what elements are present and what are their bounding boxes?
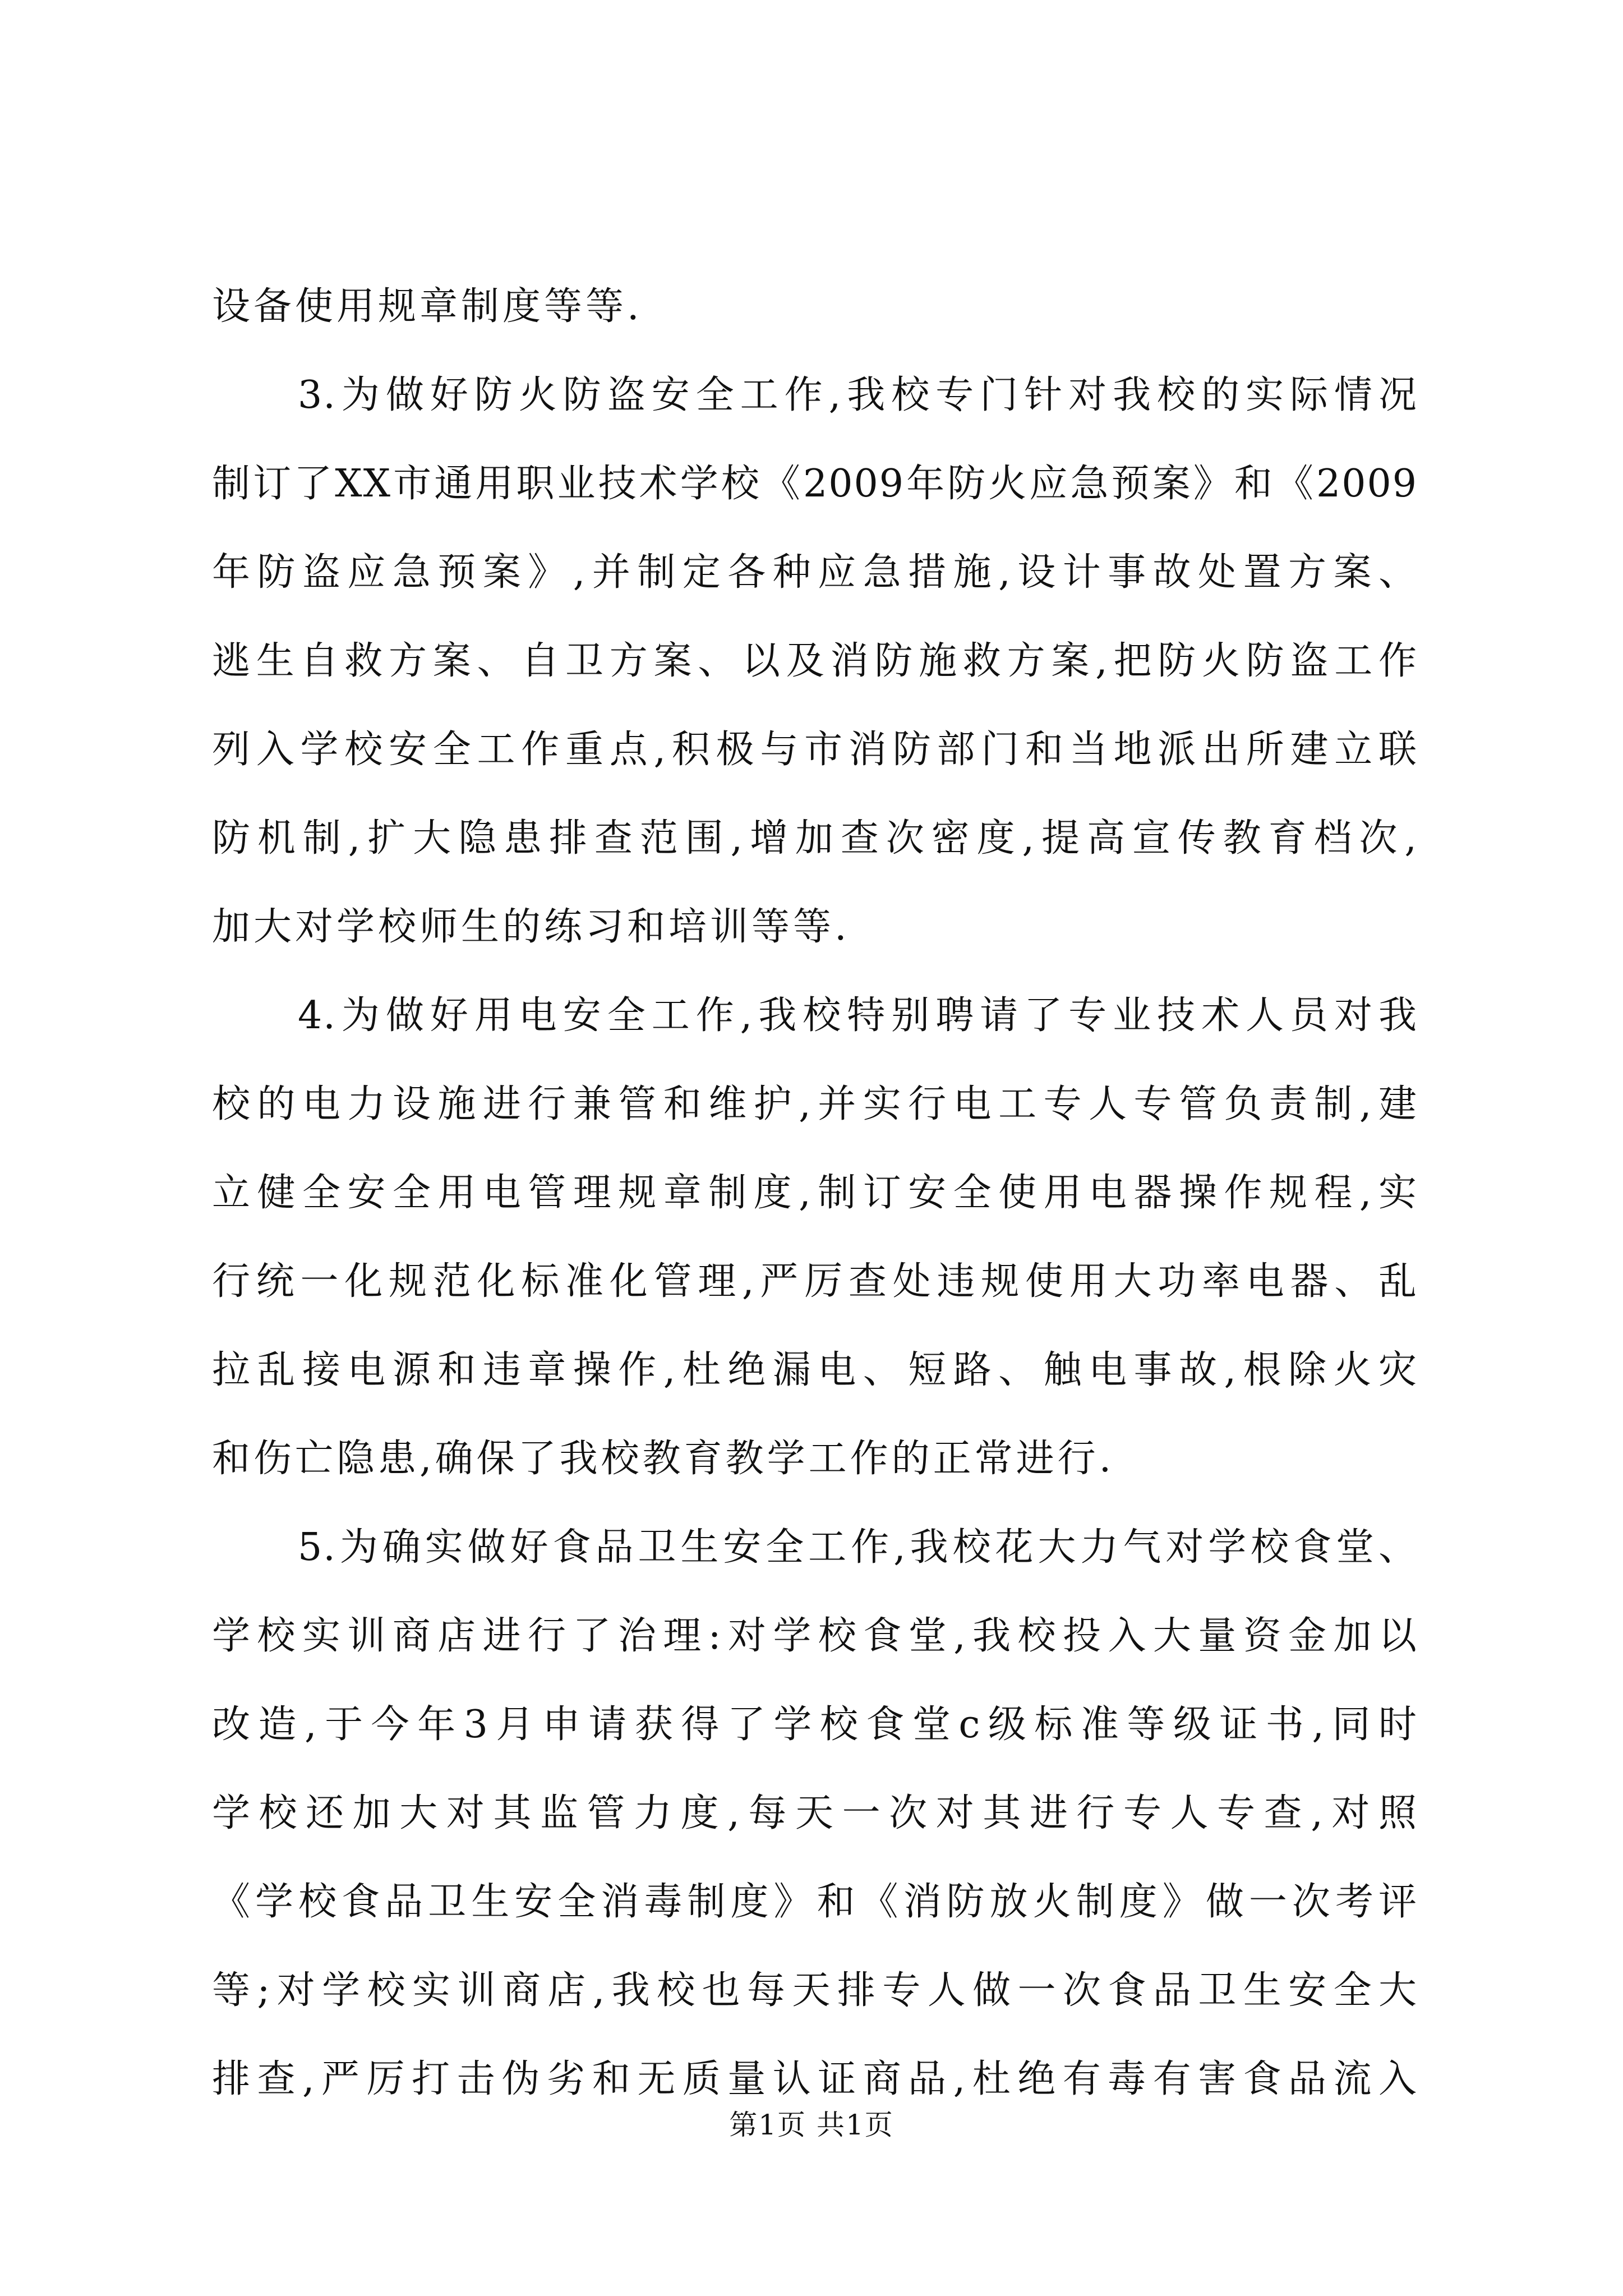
text-line: 排查,严厉打击伪劣和无质量认证商品,杜绝有毒有害食品流入: [212, 2057, 1418, 2101]
paragraph-4-start: 4.为做好用电安全工作,我校特别聘请了专业技术人员对我: [298, 993, 1418, 1038]
text-line: 制订了XX市通用职业技术学校《2009年防火应急预案》和《2009: [212, 462, 1418, 506]
text-line: 年防盗应急预案》,并制定各种应急措施,设计事故处置方案、: [212, 550, 1418, 595]
text-line: 行统一化规范化标准化管理,严厉查处违规使用大功率电器、乱: [212, 1259, 1418, 1304]
text-line: 学校实训商店进行了治理:对学校食堂,我校投入大量资金加以: [212, 1614, 1418, 1658]
text-line: 学校还加大对其监管力度,每天一次对其进行专人专查,对照: [212, 1791, 1418, 1835]
page-number-footer: 第1页 共1页: [729, 2109, 894, 2141]
text-line: 校的电力设施进行兼管和维护,并实行电工专人专管负责制,建: [212, 1082, 1418, 1126]
text-line: 列入学校安全工作重点,积极与市消防部门和当地派出所建立联: [212, 728, 1418, 772]
paragraph-3-start: 3.为做好防火防盗安全工作,我校专门针对我校的实际情况: [298, 373, 1418, 417]
text-line: 设备使用规章制度等等.: [212, 284, 643, 329]
text-line: 等;对学校实训商店,我校也每天排专人做一次食品卫生安全大: [212, 1968, 1418, 2013]
document-body: [212, 263, 1418, 2124]
text-line: 立健全安全用电管理规章制度,制订安全使用电器操作规程,实: [212, 1171, 1418, 1215]
text-line: 逃生自救方案、自卫方案、以及消防施救方案,把防火防盗工作: [212, 639, 1418, 683]
text-line: 拉乱接电源和违章操作,杜绝漏电、短路、触电事故,根除火灾: [212, 1348, 1418, 1392]
paragraph-5-start: 5.为确实做好食品卫生安全工作,我校花大力气对学校食堂、: [298, 1525, 1418, 1570]
text-line: 防机制,扩大隐患排查范围,增加查次密度,提高宣传教育档次,: [212, 816, 1418, 861]
text-line: 《学校食品卫生安全消毒制度》和《消防放火制度》做一次考评: [212, 1880, 1418, 1924]
text-line: 加大对学校师生的练习和培训等等.: [212, 905, 850, 949]
text-line: 改造,于今年3月申请获得了学校食堂c级标准等级证书,同时: [212, 1703, 1418, 1747]
text-line: 和伤亡隐患,确保了我校教育教学工作的正常进行.: [212, 1437, 1115, 1481]
